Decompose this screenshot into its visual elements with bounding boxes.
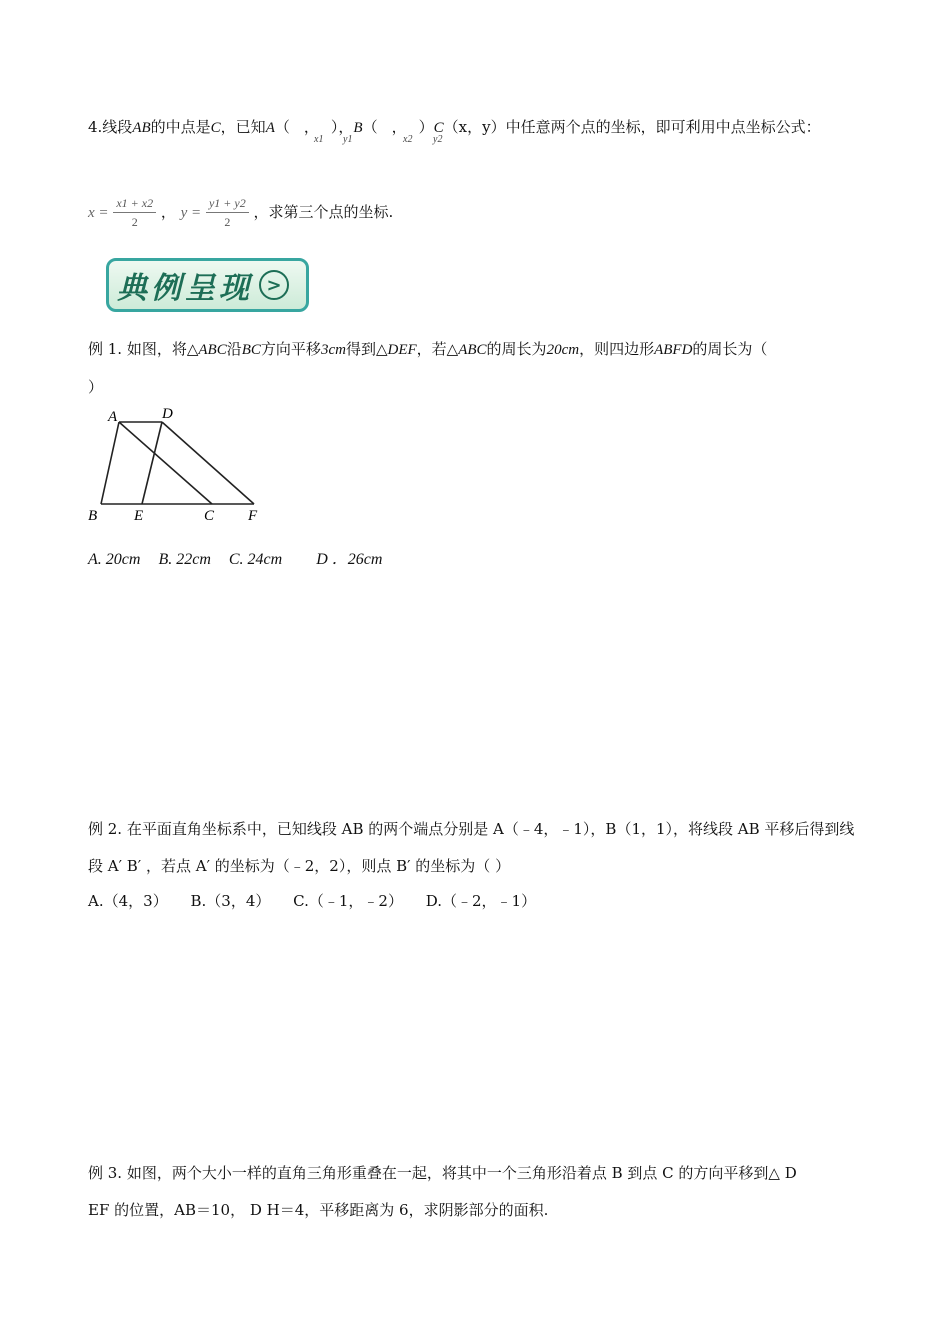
label-e: E [134, 508, 144, 524]
label-a: A [108, 409, 118, 425]
item4-line: 4.线段AB的中点是C，已知A（ ， ），B（ ， ）C（x，y）中任意两个点的坐标，即可利用中点坐标公式： [88, 118, 821, 136]
banner-title: 典例呈现 [117, 271, 253, 306]
midpoint-c: C [210, 120, 221, 136]
sub-y2: y2 [433, 134, 443, 145]
label-f: F [248, 508, 258, 524]
ex2-option-d: D.（﹣2，﹣1） [425, 892, 537, 910]
midpoint-formula: x = $\frac{x1 + x2}{2}$ ， y = $\frac{y1 + y2}{2}$ ，求第三个点的坐标. [88, 196, 394, 229]
segment-ac [119, 422, 212, 504]
label-c: C [204, 508, 215, 524]
ex2-question-line1: 例 2. 在平面直角坐标系中，已知线段 AB 的两个端点分别是 A（﹣4，﹣1），B（1，1），将线段 AB 平移后得到线 [88, 820, 855, 838]
point-b: B [353, 120, 363, 136]
segment-ab-fig [101, 422, 119, 504]
ex1-option-b: B. 22cm [158, 551, 211, 568]
ex1-question-line2: ） [88, 378, 104, 396]
ex2-question-line2: 段 A′ B′ ，若点 A′ 的坐标为（﹣2，2），则点 B′ 的坐标为（ ） [88, 857, 511, 875]
segment-de [142, 422, 162, 504]
segment-ab: AB [132, 120, 151, 136]
ex1-figure [84, 402, 274, 526]
point-a: A [265, 120, 275, 136]
fraction-y: $\frac{y1 + y2}{2}$ [206, 196, 249, 230]
ex1-question: 例 1. 如图，将△ABC沿BC方向平移3cm得到△DEF，若△ABC的周长为20cm，则四边形ABFD的周长为（ [88, 340, 768, 358]
sub-y1: y1 [343, 134, 353, 145]
label-d: D [162, 406, 173, 422]
ex3-question-line1: 例 3. 如图，两个大小一样的直角三角形重叠在一起，将其中一个三角形沿着点 B 到点 C 的方向平移到△ D [88, 1164, 797, 1182]
fraction-x: $\frac{x1 + x2}{2}$ [113, 196, 156, 230]
ex3-question-line2: EF 的位置，AB＝10， D H＝4，平移距离为 6，求阴影部分的面积. [88, 1201, 549, 1219]
sub-x2: x2 [403, 134, 413, 145]
ex2-option-a: A.（4，3） [88, 892, 168, 910]
ex1-option-a: A. 20cm [88, 551, 141, 568]
sub-x1: x1 [314, 134, 324, 145]
ex1-option-c: C. 24cm [228, 551, 283, 568]
point-c: C [433, 120, 444, 136]
ex2-options [88, 890, 536, 911]
ex1-option-d: D ．26cm [316, 551, 383, 568]
ex2-option-b: B.（3，4） [190, 892, 271, 910]
ex2-option-c: C.（﹣1，﹣2） [293, 892, 403, 910]
typical-examples-banner [106, 258, 309, 312]
segment-df [162, 422, 254, 504]
ex1-options [88, 546, 382, 569]
label-b: B [88, 508, 98, 524]
chevron-right-icon: > [259, 270, 289, 300]
